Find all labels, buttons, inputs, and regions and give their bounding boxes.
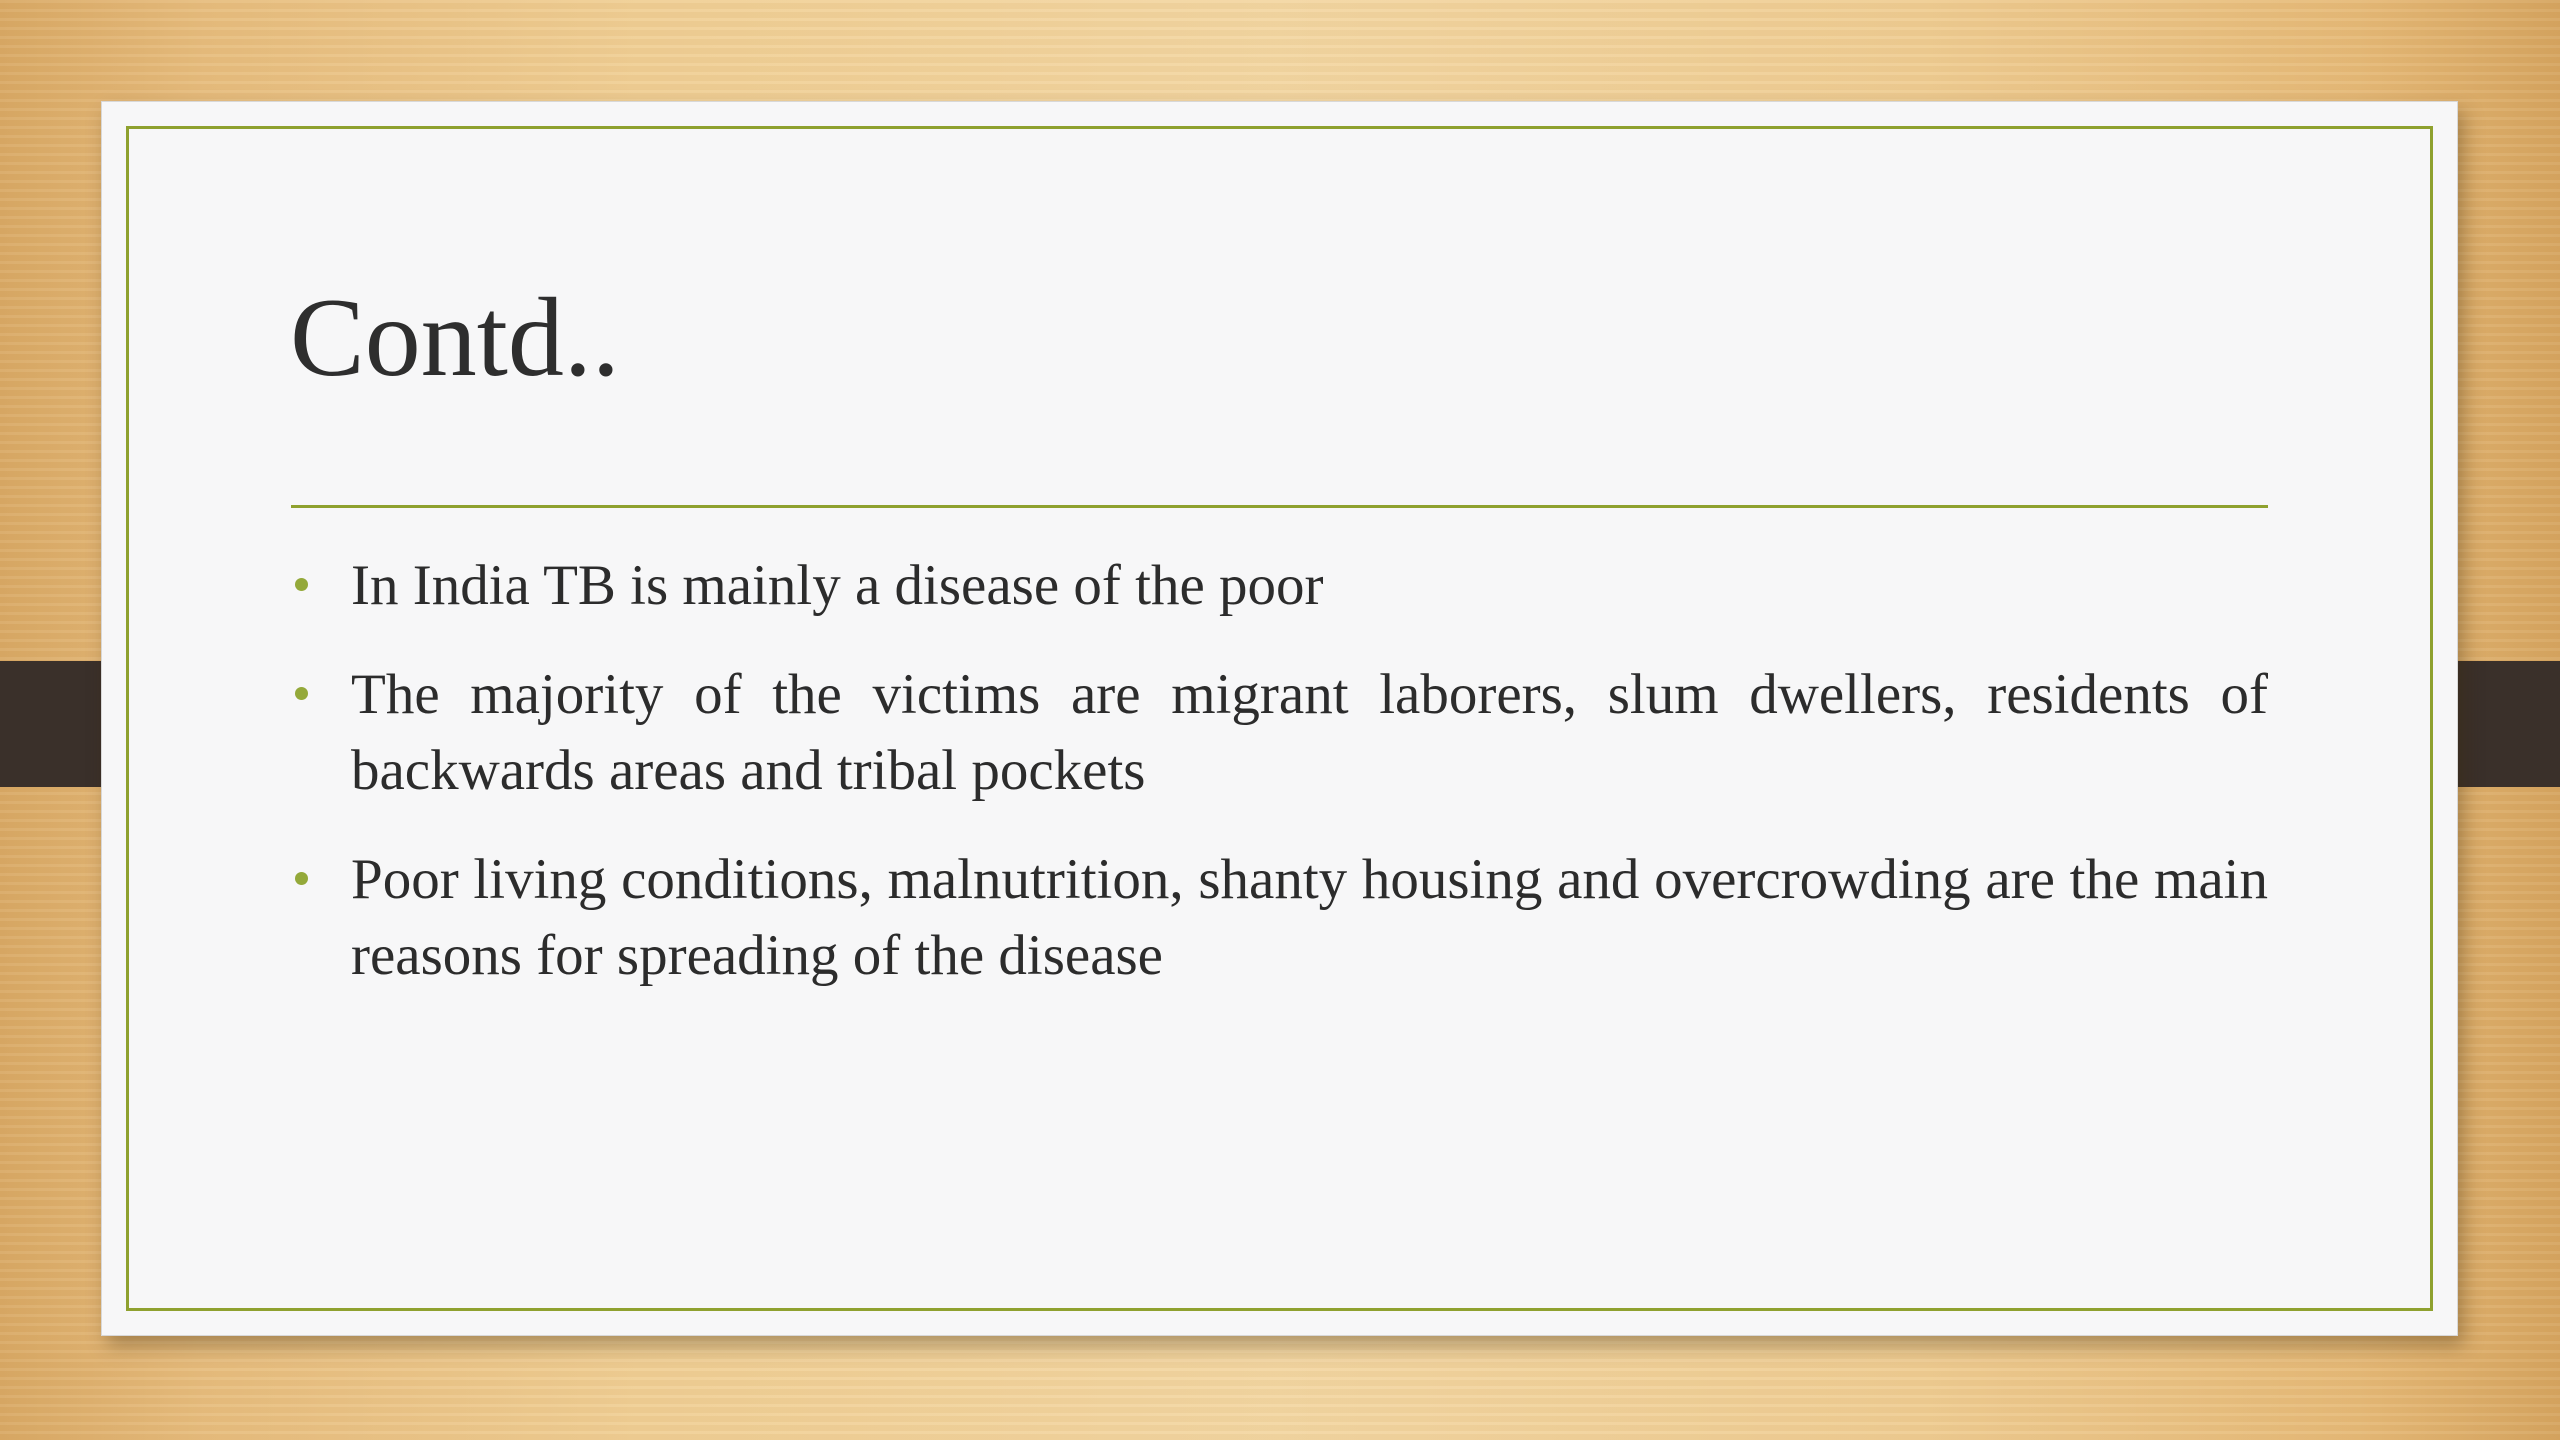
- bullet-dot-icon: [295, 687, 308, 700]
- bullet-text: Poor living conditions, malnutrition, shanty housing and overcrowding are the main reasons for spreading of the disease: [351, 848, 2268, 987]
- bullet-item: [291, 548, 2268, 624]
- bullet-text: The majority of the victims are migrant laborers, slum dwellers, residents of backwards areas and tribal pockets: [351, 663, 2268, 802]
- bullet-item: [291, 842, 2268, 994]
- bullet-text: In India TB is mainly a disease of the poor: [351, 554, 1324, 617]
- bullet-list: [291, 548, 2268, 1027]
- bullet-item: [291, 657, 2268, 809]
- bullet-dot-icon: [295, 872, 308, 885]
- bullet-dot-icon: [295, 578, 308, 591]
- title-divider: [291, 505, 2268, 508]
- slide-title: Contd..: [290, 276, 620, 400]
